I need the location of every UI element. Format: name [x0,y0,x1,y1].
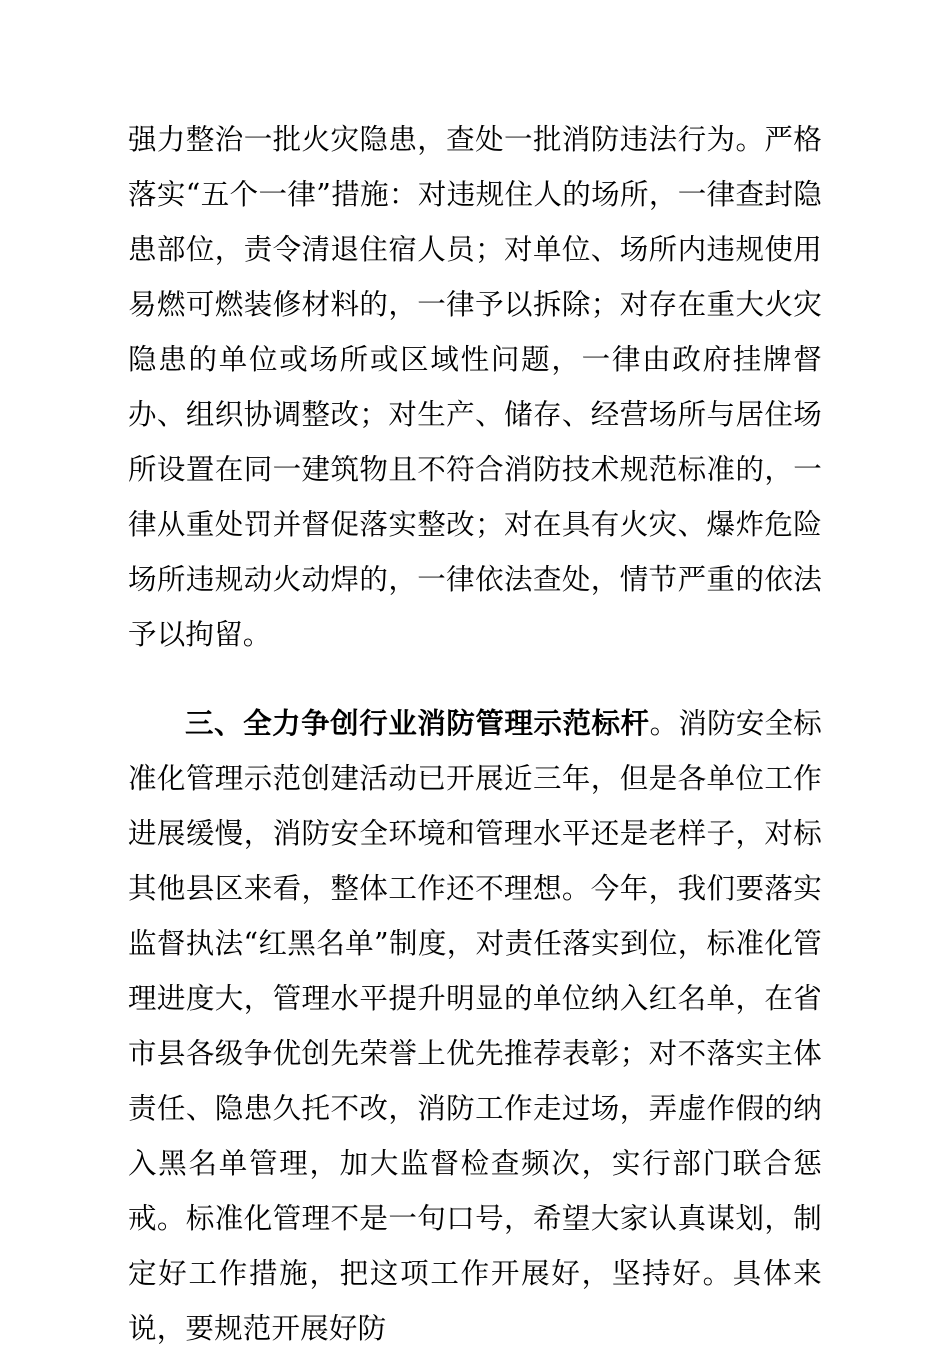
paragraph-2-text: 。消防安全标准化管理示范创建活动已开展近三年，但是各单位工作进展缓慢，消防安全环境和管理水平还是老样子，对标其他县区来看，整体工作还不理想。今年，我们要落实监督执法“红黑名单”制度，对责任落实到位，标准化管理进度大，管理水平提升明显的单位纳入红名单，在省市县各级争优创先荣誉上优先推荐表彰；对不落实主体责任、隐患久托不改，消防工作走过场，弄虚作假的纳入黑名单管理，加大监督检查频次，实行部门联合惩戒。标准化管理不是一句口号，希望大家认真谋划，制定好工作措施，把这项工作开展好，坚持好。具体来说，要规范开展好防 [128,707,822,1345]
paragraph-2 [128,696,822,1356]
section-heading-three: 三、全力争创行业消防管理示范标杆 [185,707,650,740]
paragraph-1 [128,112,822,662]
document-body [128,112,822,1356]
paragraph-1-text: 强力整治一批火灾隐患，查处一批消防违法行为。严格落实“五个一律”措施：对违规住人的场所，一律查封隐患部位，责令清退住宿人员；对单位、场所内违规使用易燃可燃装修材料的，一律予以拆除；对存在重大火灾隐患的单位或场所或区域性问题，一律由政府挂牌督办、组织协调整改；对生产、储存、经营场所与居住场所设置在同一建筑物且不符合消防技术规范标准的，一律从重处罚并督促落实整改；对在具有火灾、爆炸危险场所违规动火动焊的，一律依法查处，情节严重的依法予以拘留。 [128,123,822,651]
